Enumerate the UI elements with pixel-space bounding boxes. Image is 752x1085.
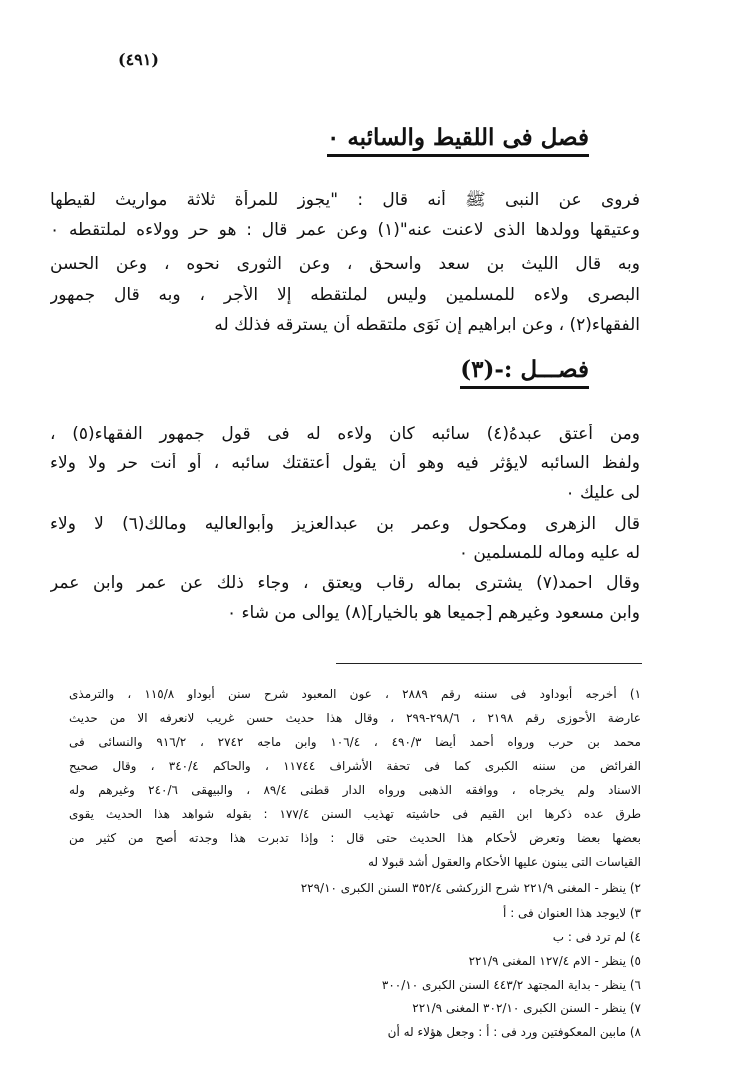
paragraph-line: البصرى ولاءه للمسلمين وليس لملتقطه إلا الأجر ، وبه قال جمهور xyxy=(50,285,640,305)
footnote-line: ١) أخرجه أبوداود فى سننه رقم ٢٨٨٩ ، عون المعبود شرح سنن أبوداو ١١٥/٨ ، والترمذى xyxy=(69,687,641,701)
paragraph-line: وعتيقها وولدها الذى لاعنت عنه"(١) وعن عمر قال : هو حر وولاءه لملتقطه ٠ xyxy=(50,220,640,240)
footnote-line: القياسات التى يبنون عليها الأحكام والعقول أشد قبولا له xyxy=(367,855,641,869)
section-heading-text: فصـــل :-(٣) xyxy=(460,356,589,389)
paragraph-line: قال الزهرى ومكحول وعمر بن عبدالعزيز وأبوالعاليه ومالك(٦) لا ولاء xyxy=(50,514,640,534)
footnote-line: ٢) ينظر - المغنى ٢٢١/٩ شرح الزركشى ٣٥٢/٤ السنن الكبرى ٢٢٩/١٠ xyxy=(300,881,641,895)
paragraph-line: له عليه وماله للمسلمين ٠ xyxy=(458,543,640,563)
paragraph-line: وبه قال الليث بن سعد واسحق ، وعن الثورى نحوه ، وعن الحسن xyxy=(50,254,640,274)
footnote-line: ٣) لايوجد هذا العنوان فى : أ xyxy=(503,906,641,920)
footnote-line: الاسناد ولم يخرجاه ، ووافقه الذهبى ورواه الدار قطنى ٨٩/٤ ، والبيهقى ٢٤٠/٦ وغيرهم وله xyxy=(69,783,641,797)
footnote-separator xyxy=(336,663,642,664)
section-heading-text: فصل فى اللقيط والسائبه ٠ xyxy=(327,124,589,157)
footnote-line: ٨) مابين المعكوفتين ورد فى : أ : وجعل هؤلاء له أن xyxy=(387,1025,641,1039)
paragraph-line: وابن مسعود وغيرهم [جميعا هو بالخيار](٨) يوالى من شاء ٠ xyxy=(226,603,640,623)
section-heading-fasl xyxy=(460,356,589,383)
footnote-line: ٤) لم ترد فى : ب xyxy=(552,930,641,944)
footnote-line: ٦) ينظر - بداية المجتهد ٤٤٣/٢ السنن الكبرى ٣٠٠/١٠ xyxy=(381,978,641,992)
footnote-line: ٧) ينظر - السنن الكبرى ٣٠٢/١٠ المغنى ٢٢١/٩ xyxy=(412,1001,641,1015)
section-heading-laqit xyxy=(327,124,589,151)
paragraph-line: فروى عن النبى ﷺ أنه قال : "يجوز للمرأة ثلاثة مواريث لقيطها xyxy=(50,190,640,210)
paragraph-line: وقال احمد(٧) يشترى بماله رقاب ويعتق ، وجاء ذلك عن عمر وابن عمر xyxy=(50,573,640,593)
page-number: (٤٩١) xyxy=(118,50,159,69)
paragraph-line: ومن أعتق عبدهُ(٤) سائبه كان ولاءه له فى قول جمهور الفقهاء(٥) ، xyxy=(50,424,640,444)
footnote-line: طرق عده ذكرها ابن القيم فى حاشيته تهذيب السنن ١٧٧/٤ : بقوله شواهد هذا الحديث يقوى xyxy=(69,807,641,821)
footnote-line: محمد بن حرب ورواه أحمد أيضا ٤٩٠/٣ ، ١٠٦/٤ وابن ماجه ٢٧٤٢ ، ٩١٦/٢ والنسائى فى xyxy=(69,735,641,749)
paragraph-line: الفقهاء(٢) ، وعن ابراهيم إن نَوَى ملتقطه أن يسترقه فذلك له xyxy=(214,315,640,335)
footnote-line: عارضة الأحوزى رقم ٢١٩٨ ، ٢٩٨/٦-٢٩٩ ، وقال هذا حديث حسن غريب لانعرفه الا من حديث xyxy=(69,711,641,725)
footnote-line: ٥) ينظر - الام ١٢٧/٤ المغنى ٢٢١/٩ xyxy=(468,954,641,968)
paragraph-line: ولفظ السائبه لايؤثر فيه وهو أن يقول أعتقتك سائبه ، أو أنت حر ولا ولاء xyxy=(50,453,640,473)
footnote-line: بعضها بعضا وتعرض لأحكام هذا الحديث حتى قال : وإذا تدبرت هذا وجدته أصح من كثير من xyxy=(69,831,641,845)
footnote-line: الفرائض من سننه الكبرى كما فى تحفة الأشراف ١١٧٤٤ ، والحاكم ٣٤٠/٤ ، وقال صحيح xyxy=(69,759,641,773)
paragraph-line: لى عليك ٠ xyxy=(565,483,640,503)
